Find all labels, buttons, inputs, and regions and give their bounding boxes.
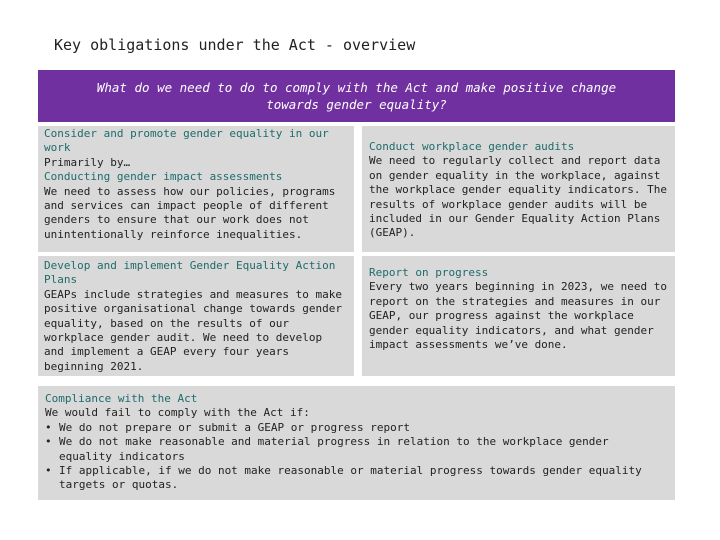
box-heading: Develop and implement Gender Equality Action Plans xyxy=(44,259,336,287)
action-plans-box xyxy=(38,256,354,376)
list-item: • We do not prepare or submit a GEAP or progress report xyxy=(45,421,668,435)
banner-text: What do we need to do to comply with the Act and make positive change towards gender equality? xyxy=(96,80,617,112)
compliance-box xyxy=(38,386,675,500)
box-heading: Conduct workplace gender audits xyxy=(369,140,575,153)
box-subheading: Conducting gender impact assessments xyxy=(44,170,283,184)
list-item: • We do not make reasonable and material progress in relation to the workplace gender equality indicators xyxy=(45,435,668,464)
box-body: Every two years beginning in 2023, we need to report on the strategies and measures in our GEAP, our progress against the workplace gender equality indicators, and what gender impact assessments we’ve done. xyxy=(369,280,668,352)
compliance-list xyxy=(45,421,668,493)
box-heading: Consider and promote gender equality in our work xyxy=(44,127,329,155)
box-body: We need to regularly collect and report data on gender equality in the workplace, against the workplace gender equality indicators. The results of workplace gender audits will be included in our Gender Equality Action Plans (GEAP). xyxy=(369,154,668,240)
box-heading: Compliance with the Act xyxy=(45,392,198,405)
box-intro: We would fail to comply with the Act if: xyxy=(45,406,310,420)
box-heading: Report on progress xyxy=(369,266,489,279)
box-body: We need to assess how our policies, programs and services can impact people of different genders to ensure that our work does not unintentionally reinforce inequalities. xyxy=(44,184,336,241)
question-banner xyxy=(38,70,675,122)
report-progress-box xyxy=(362,256,675,376)
page-title: Key obligations under the Act - overview xyxy=(54,36,416,54)
consider-promote-box xyxy=(38,126,354,252)
workplace-audits-box xyxy=(362,126,675,252)
list-item: • If applicable, if we do not make reasonable or material progress towards gender equality targets or quotas. xyxy=(45,464,668,493)
box-body: GEAPs include strategies and measures to make positive organisational change towards gender equality, based on the results of our workplace gender audit. We need to develop and implement a GEAP every four years beginning 2021. xyxy=(44,287,343,373)
box-intro: Primarily by… xyxy=(44,155,131,169)
